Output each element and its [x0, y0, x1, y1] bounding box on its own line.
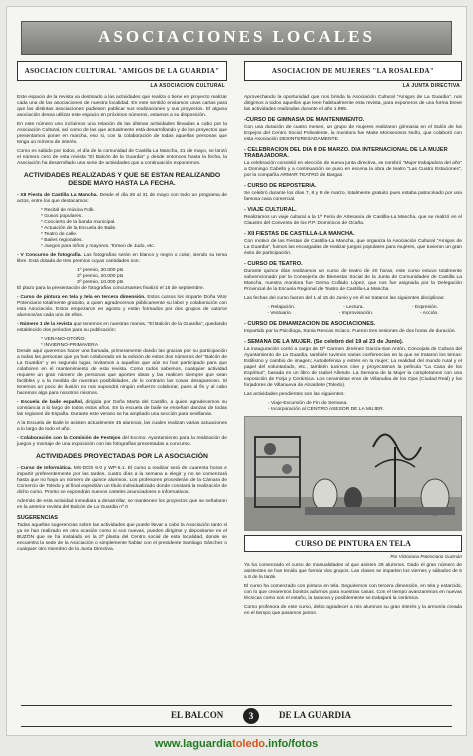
byline: Por Victoriana Potenciano Guzmán [390, 554, 462, 559]
left-article-subtitle: LA ASOCIACION CULTURAL [150, 83, 225, 89]
reposteria-heading: - CURSO DE REPOSTERIA. [244, 183, 317, 189]
disciplina: - Vestuario. [267, 311, 293, 316]
viaje-heading: - VIAJE CULTURAL. [244, 207, 297, 213]
disciplina: - Improvisación. [338, 311, 374, 316]
list-item: * VERANO-OTOÑO. [41, 337, 86, 342]
left-paragraph: Desde aquí queremos hacer una llamada, primeramente dando las gracias por su participación a todas las personas que ya han colaborado en la edición de estos dos números del "Balcón de La Guardia" y en segundo lugar, invitamos a aquellos que aún no han participado para que colaboren en el mantenimiento de esta revista. Como todos sabemos, cualquier actividad requiere un gran número de personas que aporten ideas y las realicen siempre que sean factibles y a la medida de nuestras posibilidades, de lo contrario las cosas desaparecen. Si tenemos un poco de ilusión no nos supondrá ningún esfuerzo colaborar, pues al fin y al cabo hacemos algo para nosotros mismos. [17, 349, 227, 396]
left-paragraph: Este espacio de la revista va destinado a las actividades que realiza o tiene en proyecto realizar cada una de las asociaciones de nuestra localidad. En este sentido enviamos unas cartas para que las distintas asociaciones pudiesen publicar sus realizaciones y sus proyectos. El alguna asociación desea utilizar este espacio en próximos números, estamos a su disposición. [17, 95, 227, 118]
page-number: 3 [243, 708, 259, 724]
fiesta-item: - XII Fiesta de Castilla La Mancha. Desde el día 26 al 31 de mayo con todo un programa de actos, entre los que destacamos: [17, 193, 227, 204]
list-item: 2º premio, 20.000 pts [77, 274, 124, 279]
list-item: - Incorporación al CENTRO ASESOR DE LA MUJER. [268, 407, 385, 412]
teatro-heading: - CURSO DE TEATRO. [244, 261, 303, 267]
gimnasia-heading: -CURSO DE GIMNASIA DE MANTENIMIENTO. [244, 117, 365, 123]
exhibition-photo-image [245, 417, 462, 531]
list-item: * Actuación de la Escuela de Baile. [41, 226, 117, 231]
disciplina: - Acción. [419, 311, 439, 316]
disciplina: - Expresión. [411, 305, 438, 310]
informatica-item: - Curso de Informática. MS-DOS 6.0 y WP-5.1. El curso a realizar será de cuarenta horas e impartir preferentemente por las tardes, cuatro días a la semana a elegir y no se comenzará hasta que no haya un número de quince alumnos. Los profesores procederán de la Cámara de Comercio de Toledo y al final expedirán un título individualizado donde constará la realización de dicho curso. Pronto se expondrán nuevos carteles anunciadores e informativos. [17, 466, 228, 495]
left-paragraph: El plazo para la presentación de fotografías concursantes finalizó el 15 de septiembre. [17, 286, 205, 291]
left-article-title: ASOCIACION CULTURAL "AMIGOS DE LA GUARDIA" [17, 61, 227, 81]
disciplina: - Relajación. [268, 305, 296, 310]
left-paragraph: Como es sabido por todos, el día de la comunidad de Castilla La Mancha, 31 de mayo, se lanzó el número cero de esta revista "El Balcón de la Guardia" y desde entonces hasta la fecha, la Asociación ha desarrollado una serie de actividades que a continuación exponemos. [17, 149, 227, 166]
exhibition-photo [244, 416, 462, 531]
right-paragraph: Impartido por la Psicóloga, Sonia Rescas Sciaco. Fueron tres sesiones de dos horas de duración. [244, 329, 456, 334]
mujer-heading: - CELEBRACION DEL DIA 8 DE MARZO. DIA INTERNACIONAL DE LA MUJER TRABAJADORA. [244, 147, 448, 159]
list-item: * INVIERNO-PRIMAVERA [41, 343, 98, 348]
footer-left-title: EL BALCON [171, 710, 224, 720]
disciplinas-row [244, 311, 462, 317]
right-paragraph: El curso ha comenzado con pintura en tela. Seguiremos con tercera dimensión, en tela y estarcido, con lo que crearemos bonitos adornos para nuestras casas. Con el tiempo avanzaremos en nuevas técnicas como son el estaño, la taracea y posiblemente se trabajará la cerámica. [244, 584, 462, 601]
list-item: * Bailes regionales. [41, 238, 83, 243]
list-item: * Recital de música Folk. [41, 208, 95, 213]
left-heading-realizadas: ACTIVIDADES REALIZADAS Y QUE SE ESTAN REALIZANDO DESDE MAYO HASTA LA FECHA. [23, 172, 221, 187]
right-column [244, 61, 462, 620]
right-paragraph: Ya ha comenzado el curso de manualidades al que asisten 28 alumnos. Dado el gran número de asistentes se han tenido que formar dos grupos. Las clases se imparten los viernes y sábados de 5 a 8 de la tarde. [244, 563, 462, 580]
premios-list [17, 268, 227, 286]
right-article-subtitle: LA JUNTA DIRECTIVA [402, 83, 460, 89]
page-footer [21, 705, 452, 727]
left-paragraph: Además de esta actividad inmediata a desarrollar, se mantienen los proyectos que se señalaron en la anterior revista del Balcón de La Guardia nº 0 [17, 499, 227, 510]
right-paragraph: Como profesora de este curso, debo agradecer a mis alumnos su gran interés y la armonía creada en el tiempo que pasamos juntos. [244, 605, 462, 616]
list-item: * Concierto de la banda municipal. [41, 220, 116, 225]
right-paragraph: Se celebró durante los días 7, 8 y 9 de marzo, totalmente gratuito pues estaba patrocinado por una famosa casa comercial. [244, 191, 462, 202]
magazine-page [6, 6, 467, 736]
list-item: 1º premio, 30.000 pts [77, 268, 124, 273]
sugerencias-heading: SUGERENCIAS [17, 515, 59, 521]
festejos-item: - Colaboración con la Comisión de Festejos del Excmo. Ayuntamiento para la realización de juegos y montaje de una exposición con las fotografías presentadas a concurso. [17, 436, 227, 447]
footer-right-title: DE LA GUARDIA [279, 710, 352, 720]
disciplina: - Lectura. [343, 305, 364, 310]
revista-list [17, 337, 227, 349]
left-column [17, 61, 227, 556]
list-item: * Gusos populares. [41, 214, 83, 219]
fiestas-heading: - XII FIESTAS DE CASTILLA-LA MANCHA. [244, 231, 355, 237]
dinamizacion-heading: - CURSO DE DINAMIZACION DE ASOCIACIONES. [244, 321, 376, 327]
right-paragraph: La inauguración corrió a cargo de Dª Carmen Jiménez García-San Antón, Concejala de Cultura del Ayuntamiento de La Guardia, también tuvimos varias conferencias en la que se trataron los temas: Estilismo y cambio de imagen; Autodefensa y estrés en la mujer; La realidad del mundo rural y el papel del voluntariado, etc., también tuvimos cine y proyectamos la película "La Casa de los Espíritus", basada en un libro de Isabel Allende. La Semana de la Mujer la completamos con una exposición de Forja y Cerámica. Los ceramistas eran de Villanubia de los Ojos (Ciudad Real) y los forjadores de Villanueva de Alcardete (Toledo). [244, 347, 462, 388]
left-paragraph: En este número uno incluimos una relación de las últimas actividades llevadas a cabo por la Asociación Cultural, así como de las que actualmente está desarrollando y de los proyectos que presentamos poner en marcha, eso si, con la colaboración de todas aquellas personas que tenga un mínimo de interés. [17, 122, 227, 145]
right-paragraph: Durante quince días realizamos un curso de teatro de 40 horas, este curso estuvo totalmente subvencionado por la Consejería de Bienestar Social de la Junta de Comunidades de Castilla La Mancha, nuestra monitora fue Gema Collado López, que nos fue asignada por la Delegación Provincial de la Escuela Regional de Teatro de Castilla-La Mancha. [244, 269, 462, 292]
list-item: * Teatro de calle. [41, 232, 78, 237]
right-paragraph: Aprovechando la oportunidad que nos brinda la Asociación Cultural "Amigos de La Guardia", nos dirigimos a todos aquellos que leen habitualmente esta revista, para exponeros de una forma breve las actividades realizadas durante el año 1.995. [244, 95, 462, 112]
left-heading-proyectadas: ACTIVIDADES PROYECTADAS POR LA ASOCIACIÓN [36, 453, 208, 460]
left-paragraph: A la Escuela de Baile le asisten actualmente 45 alumnas, las cuales realizan varias actuaciones a lo largo de todo el año. [17, 421, 227, 432]
pintura-item: - Curso de pintura en tela y tela en tercera dimensión. Estos cursos los imparte Doña Vitor Potenciano totalmente gratuito, a quien agradecemos públicamente su labor y colaboración con esta Asociación. Estos empezaron en agosto y están formados por dos grupos de catorce alumnos/as cada uno de ellos. [17, 295, 228, 318]
right-paragraph: Con una duración de cuatro meses, un grupo de mujeres realizaron gimnasia en el Salón de los Espejos del Centro Social Polivalente, la monitora fue Maite Monseoinos Nuño, que colaboró con esta Asociación DESINTERESADAMENTE. [244, 125, 462, 142]
baile-item: - Escuela de baile español, dirigida por Doña Marta del Castillo, a quien agradecemos su constancia a lo largo de todos estos años. En la escuela de baile se enseñan danzas de todas las regiones de España. Durante este verano se ha ampliado una sección para sevillanas. [17, 400, 227, 417]
list-item: - Viaje-Excursión de Fin de Semana. [268, 401, 348, 406]
right-paragraph: La celebración consistió en elección de nueva junta directiva, se nombró "Mujer trabajadora del año" a Domingo Cabello y a continuación se puso en escena la obra de teatro "Las Cuatro Estaciones", por la compañía ARMAR TEATRO de Bargas. [244, 161, 462, 178]
pintura-box-title: CURSO DE PINTURA EN TELA [244, 535, 462, 552]
pendientes-list [244, 401, 462, 413]
header-title: ASOCIACIONES LOCALES [98, 27, 375, 46]
section-header [21, 21, 452, 55]
list-item: * Juegos para niños y mayores. Torneo de Judo, etc. [41, 244, 156, 249]
foto-item: - V Concurso de fotografía. Las fotografías serán en blanco y negro o color, siendo su tema libre. Está dotada de tres premios cuyas cantidades son: [17, 253, 228, 264]
right-article-title: ASOCIACION DE MUJERES "LA ROSALEDA" [244, 61, 462, 81]
list-item: 3º premio, 10.000 pts [77, 280, 124, 285]
right-paragraph: Las fechas del curso fueron del 1 al 15 de Junio y en él se trataron las siguientes disciplinas: [244, 296, 445, 301]
fiesta-list [17, 208, 227, 250]
right-paragraph: Realizamos un viaje cultural a la 1ª Feria de Artesanía de Castilla-La Mancha, que se realizó en el Claustro del Convento de los P.P. Dominicos de Ocaña. [244, 215, 462, 226]
left-paragraph: Todas aquellas sugerencias sobre las actividades que puede llevar a cabo la Asociación tanto si ya se han realizado en otra ocasión como si son nuevas, pueden dirigirse y depositarse en el BUZÓN que se ha instalado en la 2ª planta del Centro social de esta localidad, donde se encuentra la sede de la Asociación o simplemente hablar con el presidente Santiago Sánchez o cualquier otro miembro de la Junta Directiva. [17, 523, 227, 552]
semana-heading: - SEMANA DE LA MUJER. (Se celebró del 19 al 23 de Junio). [244, 339, 404, 345]
right-paragraph: Las actividades pendientes son las siguientes: [244, 392, 345, 397]
revista-item: - Número 1 de la revista que tenemos en nuestras manos, "El Balcón de la Guardia", quedando establecido dos periodos para su publicación: [17, 322, 227, 333]
source-watermark: www.laguardiatoledo.info/fotos [154, 738, 319, 750]
right-paragraph: Con motivo de las Fiestas de Castilla-La Mancha, que organiza la Asociación Cultural "Amigos de La Guardia", fuimos las encargadas de realizar juegos populares para mujeres, que tuvieron un gran éxito de participación. [244, 239, 462, 256]
